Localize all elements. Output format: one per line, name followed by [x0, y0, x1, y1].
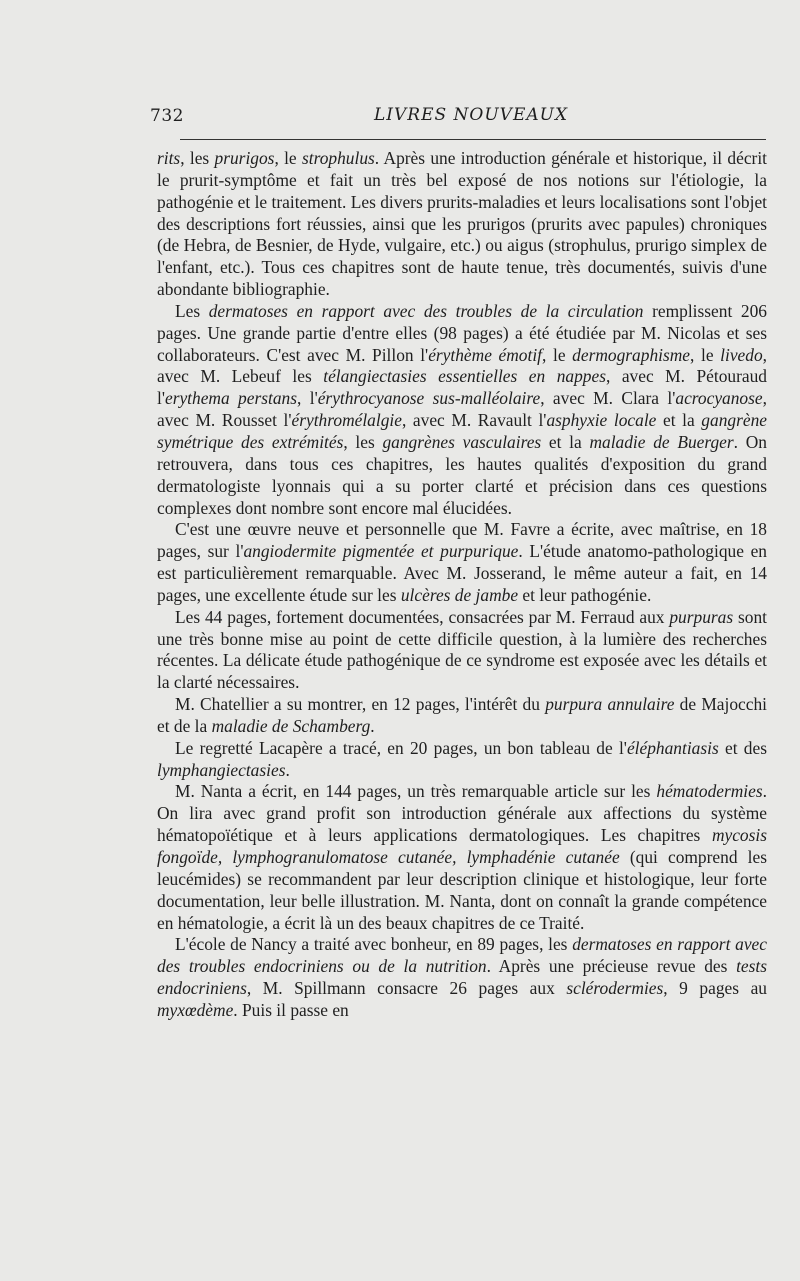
text-run: , le — [542, 344, 573, 365]
body-text — [157, 148, 767, 1022]
text-run: . L'étude anatomo-pathologique en est particulièrement remarquable. Avec M. Josserand, le même auteur a fait, en 14 pages, une excellente étude sur les — [157, 541, 767, 605]
italic-text: purpuras — [669, 606, 734, 627]
italic-text: dermatoses en rapport avec des troubles de la circulation — [208, 300, 644, 321]
text-run: sont une très bonne mise au point de cette difficile question, à la lumière des recherches récentes. La délicate étude pathogénique de ce syndrome est exposée avec les détails et la clarté nécessaires. — [157, 606, 767, 693]
paragraph — [157, 519, 767, 606]
header-rule — [180, 139, 766, 140]
text-run: . Après une précieuse revue des — [486, 956, 737, 977]
italic-text: gangrène symétrique des extrémités — [157, 410, 767, 452]
italic-text: lymphangiectasies — [157, 759, 286, 780]
text-run: et des — [718, 737, 767, 758]
text-run: , les — [343, 431, 383, 452]
text-run: Le regretté Lacapère a tracé, en 20 pages, un bon tableau de l' — [175, 737, 627, 758]
italic-text: ulcères de jambe — [400, 584, 519, 605]
paragraph — [157, 607, 767, 694]
paragraph — [157, 934, 767, 1021]
italic-text: myxœdème — [157, 999, 234, 1020]
text-run: M. Nanta a écrit, en 144 pages, un très remarquable article sur les — [175, 781, 657, 802]
text-run: L'école de Nancy a traité avec bonheur, en 89 pages, les — [175, 934, 573, 955]
text-run: . Après une introduction générale et historique, il décrit le prurit-symptôme et fait un très bel exposé de nos notions sur l'étiologie, la pathogénie et le traitement. Les divers prurits-maladies et leurs localisations sont l'objet des descriptions fort réussies, ainsi que les prurigos (prurits avec papules) chroniques (de Hebra, de Besnier, de Hyde, vulgaire, etc.) ou aigus (strophulus, prurigo simplex de l'enfant, etc.). Tous ces chapitres sont de haute tenue, très documentés, suivis d'une abondante bibliographie. — [157, 148, 767, 300]
italic-text: maladie de Schamberg — [211, 715, 371, 736]
italic-text: angiodermite pigmentée et purpurique — [243, 541, 519, 562]
italic-text: rits — [157, 148, 181, 168]
paragraph — [157, 781, 767, 934]
text-run: . On lira avec grand profit son introduction générale aux affections du système hématopoïétique et à leurs applications dermatologiques. Les chapitres — [157, 781, 767, 846]
paragraph — [157, 694, 767, 738]
italic-text: gangrènes vasculaires — [382, 431, 542, 452]
text-run: , avec M. Pétouraud l' — [157, 366, 767, 409]
italic-text: livedo — [720, 344, 763, 365]
text-run: , avec M. Clara l' — [540, 388, 676, 409]
italic-text: prurigos — [214, 148, 275, 168]
text-run: M. Chatellier a su montrer, en 12 pages, l'intérêt du — [175, 694, 546, 715]
paragraph — [157, 738, 767, 782]
italic-text: strophulus — [301, 148, 375, 168]
page-header — [148, 100, 768, 130]
text-run: , le — [690, 344, 721, 365]
text-run: et leur pathogénie. — [518, 584, 652, 605]
italic-text: maladie de Buerger — [589, 431, 734, 452]
text-run: de Majocchi et de la — [157, 694, 767, 736]
text-run: Les — [175, 300, 209, 321]
italic-text: asphyxie locale — [546, 410, 657, 431]
text-run: , les — [180, 148, 215, 168]
italic-text: télangiectasies essentielles en nappes — [323, 366, 606, 387]
italic-text: dermatoses en rapport avec des troubles endocriniens ou de la nutrition — [157, 934, 767, 977]
paragraph — [157, 148, 767, 301]
italic-text: éléphantiasis — [626, 737, 719, 758]
italic-text: érythromélalgie — [291, 410, 402, 431]
italic-text: mycosis fongoïde, lymphogranulomatose cutanée, lymphadénie cutanée — [157, 825, 767, 867]
italic-text: sclérodermies — [566, 978, 664, 999]
italic-text: tests endocriniens — [157, 956, 768, 999]
text-run: (qui comprend les leucémides) se recommandent par leur description clinique et histologique, leur forte documentation, leur belle illustration. M. Nanta, dont on connaît la grande compétence en hématologie, a écrit là un des beaux chapitres de ce Traité. — [157, 847, 767, 933]
text-run: Les 44 pages, fortement documentées, consacrées par M. Ferraud aux — [175, 606, 670, 627]
text-run: , l' — [297, 388, 318, 409]
italic-text: érythème émotif — [428, 344, 543, 365]
text-run: , 9 pages au — [663, 978, 767, 999]
italic-text: dermographisme — [572, 344, 691, 365]
text-run: . On retrouvera, dans tous ces chapitres, les hautes qualités d'exposition du grand dermatologiste lyonnais qui a su porter clarté et précision dans ces questions complexes dont nombre sont encore mal élucidées. — [157, 431, 767, 518]
paragraph — [157, 301, 767, 519]
page-number: 732 — [150, 106, 184, 126]
text-run: , le — [274, 148, 302, 168]
text-run: . — [285, 759, 290, 780]
text-run: , M. Spillmann consacre 26 pages aux — [246, 978, 567, 999]
italic-text: hématodermies — [656, 781, 763, 802]
text-run: . Puis il passe en — [233, 999, 349, 1020]
running-head: LIVRES NOUVEAUX — [374, 105, 569, 125]
text-run: , avec M. Rousset l' — [157, 388, 767, 431]
text-run: remplissent 206 pages. Une grande partie d'entre elles (98 pages) a été étudiée par M. Nicolas et ses collaborateurs. C'est avec M. Pillon l' — [157, 300, 767, 365]
text-run: C'est une œuvre neuve et personnelle que M. Favre a écrite, avec maîtrise, en 18 pages, sur l' — [157, 519, 767, 562]
italic-text: purpura annulaire — [545, 694, 675, 715]
italic-text: acrocyanose — [675, 388, 763, 409]
text-run: et la — [541, 431, 590, 452]
italic-text: erythema perstans — [164, 388, 297, 409]
text-run: . — [370, 715, 375, 736]
text-run: et la — [656, 410, 702, 431]
text-run: , avec M. Lebeuf les — [157, 344, 768, 387]
text-run: , avec M. Ravault l' — [401, 410, 547, 431]
italic-text: érythrocyanose sus-malléolaire — [317, 388, 541, 409]
